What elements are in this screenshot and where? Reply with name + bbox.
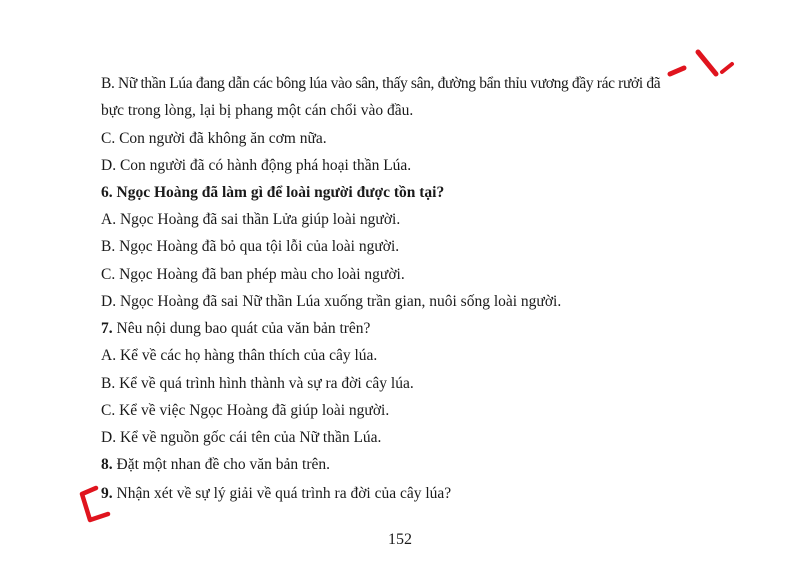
option-7b: B. Kể về quá trình hình thành và sự ra đời cây lúa. <box>101 375 414 392</box>
answer-6b-line2: bực trong lòng, lại bị phang một cán chổi vào đầu. <box>101 102 414 119</box>
question-8: 8. Đặt một nhan đề cho văn bản trên. <box>101 456 330 473</box>
option-7d: D. Kể về nguồn gốc cái tên của Nữ thần Lúa. <box>101 429 382 446</box>
page-number: 152 <box>388 531 412 548</box>
answer-6c: C. Con người đã không ăn cơm nữa. <box>101 130 327 147</box>
option-6b: B. Ngọc Hoàng đã bỏ qua tội lỗi của loài người. <box>101 238 400 255</box>
option-7c: C. Kể về việc Ngọc Hoàng đã giúp loài người. <box>101 402 390 419</box>
red-bracket-mark-icon <box>74 482 114 526</box>
option-6d: D. Ngọc Hoàng đã sai Nữ thần Lúa xuống trần gian, nuôi sống loài người. <box>101 293 562 310</box>
option-6a: A. Ngọc Hoàng đã sai thần Lửa giúp loài người. <box>101 211 401 228</box>
answer-6b-line1: B. Nữ thần Lúa đang dẫn các bông lúa vào sân, thấy sân, đường bẩn thỉu vương đầy rác rưởi đã <box>101 75 661 92</box>
question-6: 6. Ngọc Hoàng đã làm gì để loài người được tồn tại? <box>101 184 445 201</box>
option-7a: A. Kể về các họ hàng thân thích của cây lúa. <box>101 347 378 364</box>
option-6c: C. Ngọc Hoàng đã ban phép màu cho loài người. <box>101 266 405 283</box>
answer-6d: D. Con người đã có hành động phá hoại thần Lúa. <box>101 157 412 174</box>
question-7: 7. Nêu nội dung bao quát của văn bản trên? <box>101 320 371 337</box>
red-pen-mark-icon <box>664 48 736 80</box>
question-9: 9. Nhận xét về sự lý giải về quá trình ra đời của cây lúa? <box>101 485 452 502</box>
